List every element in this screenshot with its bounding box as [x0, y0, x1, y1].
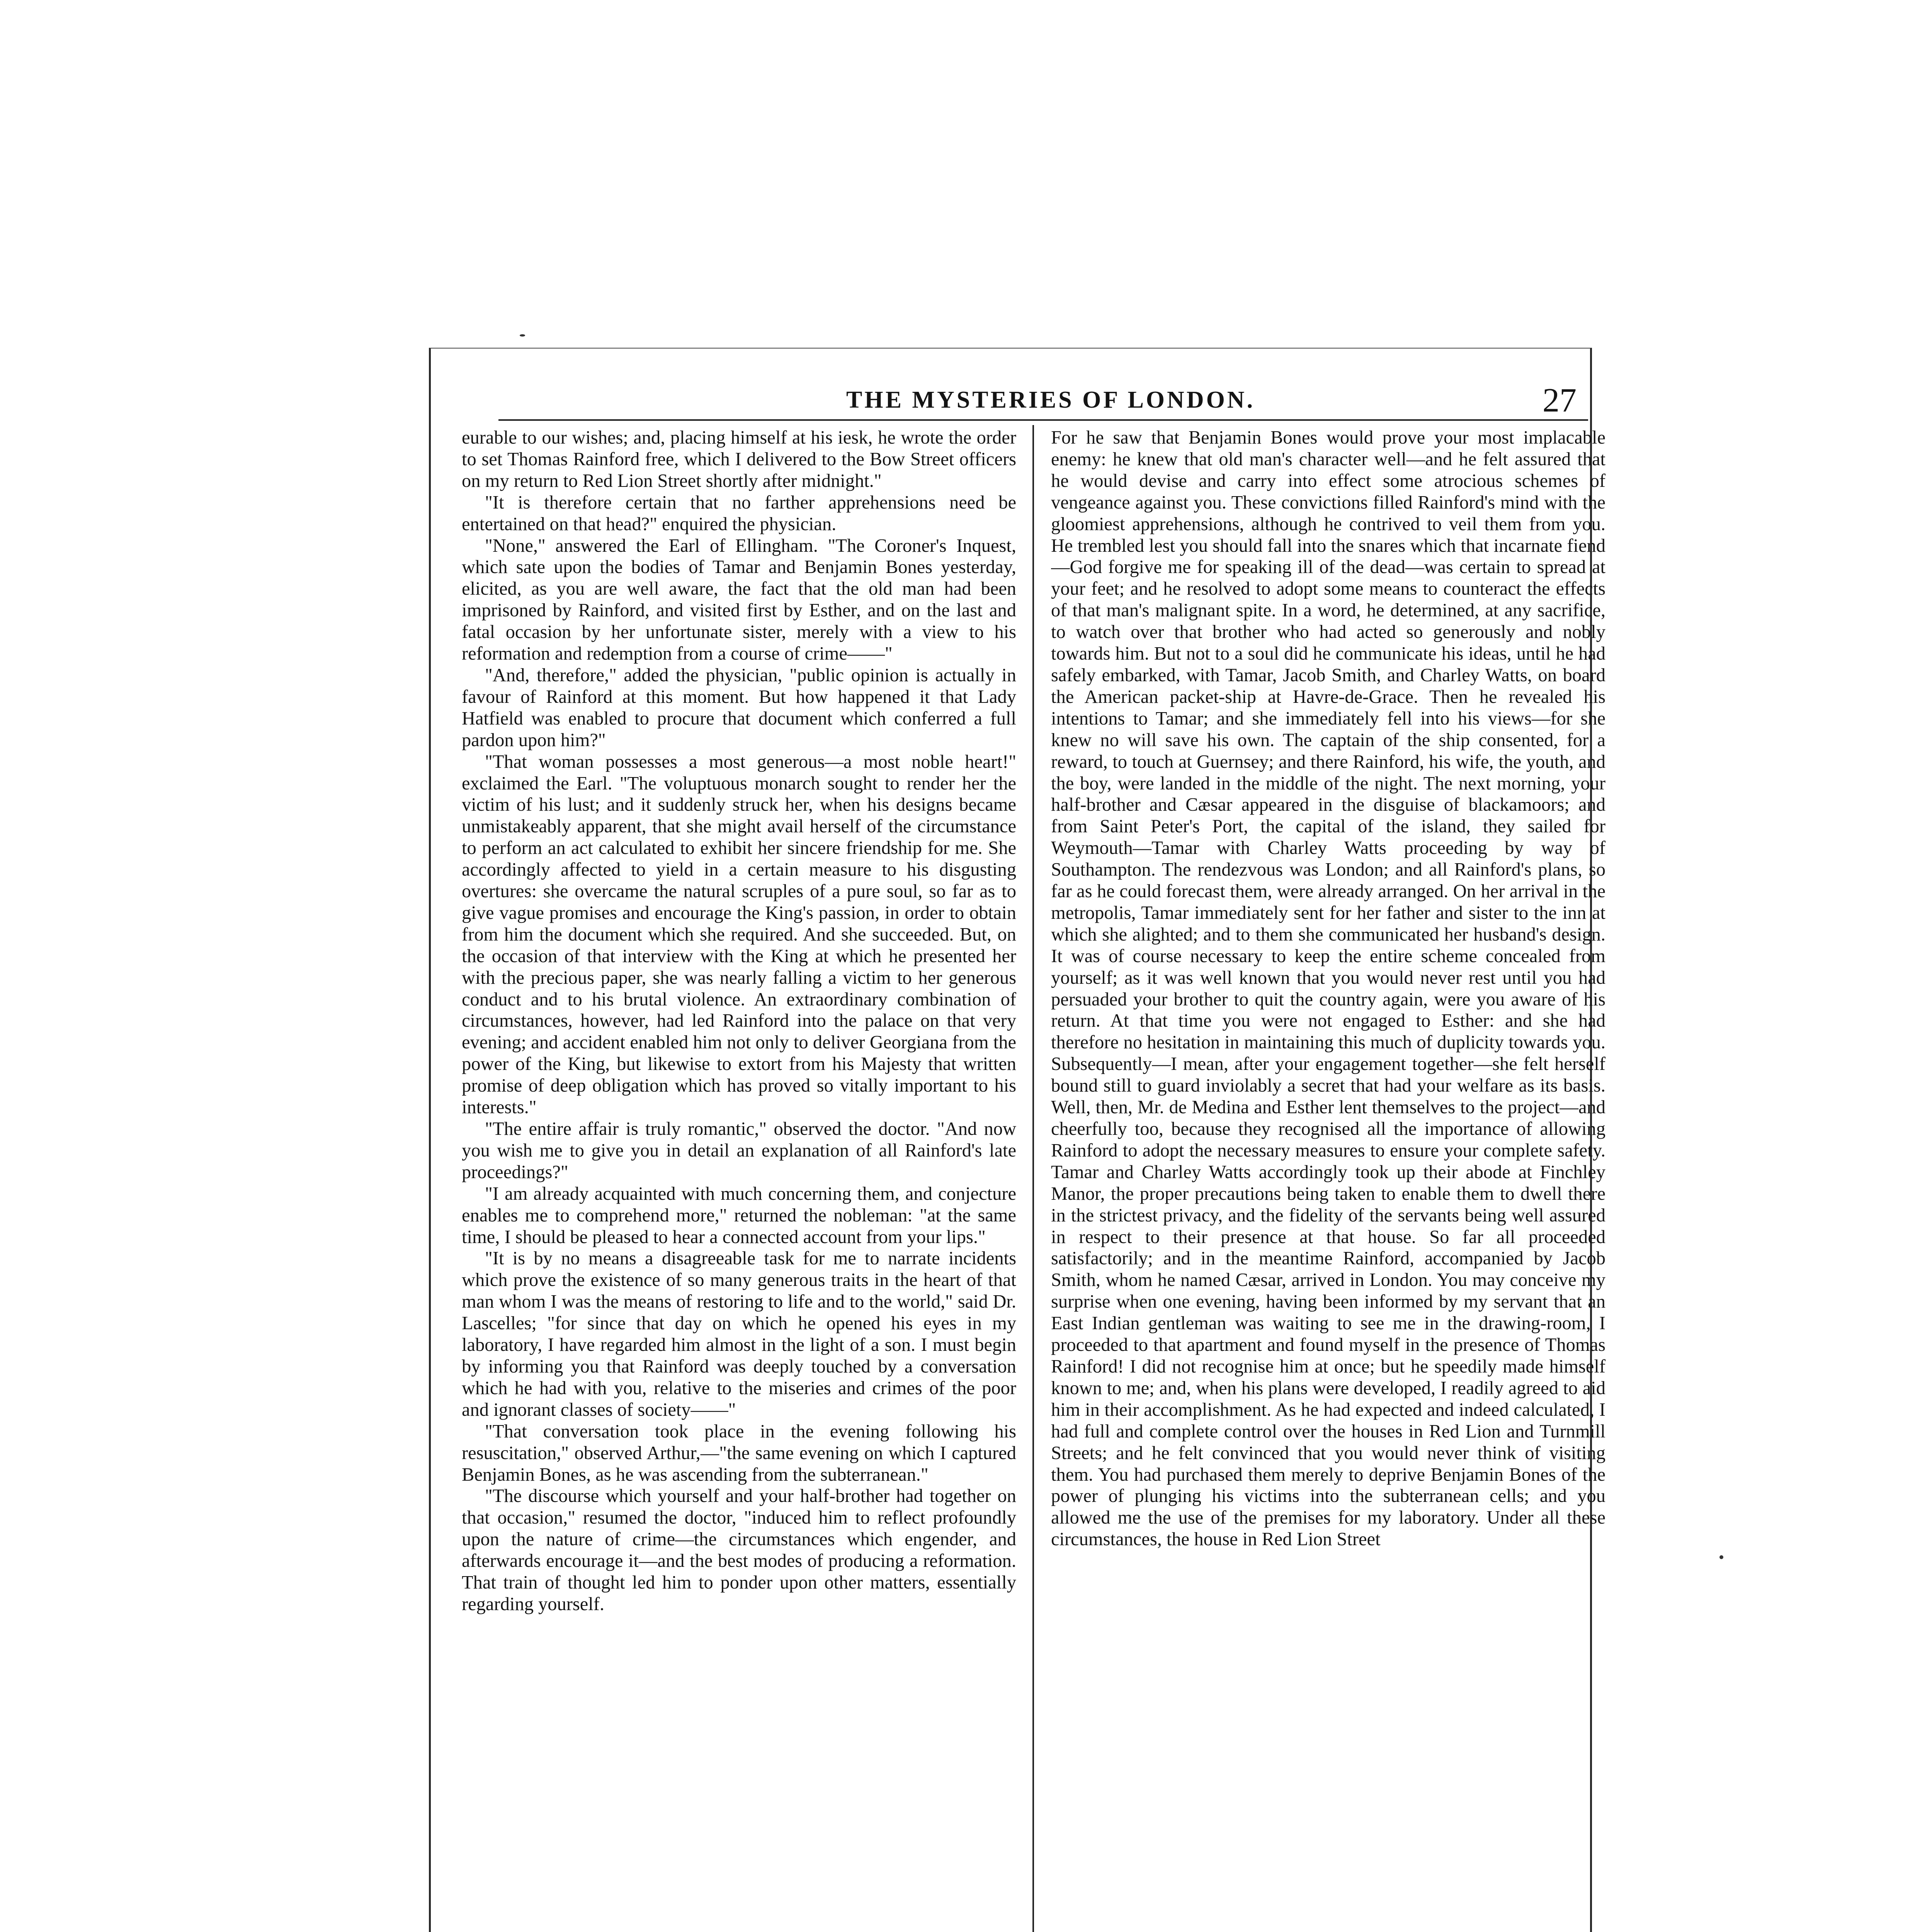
- paragraph: eurable to our wishes; and, placing himself at his iesk, he wrote the order to set Thomas Rainford free, which I delivered to the Bow Street officers on my return to Red Lion Street shortly after midnight.": [462, 427, 1016, 491]
- print-speck: [1719, 1555, 1723, 1559]
- paragraph: "It is by no means a disagreeable task for me to narrate incidents which prove the existence of so many generous traits in the heart of that man whom I was the means of restoring to life and to the world," said Dr. Lascelles; "for since that day on which he opened his eyes in my laboratory, I have regarded him almost in the light of a son. I must begin by informing you that Rainford was deeply touched by a conversation which he had with you, relative to the miseries and crimes of the poor and ignorant classes of society——": [462, 1248, 1016, 1420]
- paragraph: "The discourse which yourself and your half-brother had together on that occasion," resumed the doctor, "induced him to reflect profoundly upon the nature of crime—the circumstances which engender, and afterwards encourage it—and the best modes of producing a reformation. That train of thought led him to ponder upon other matters, essentially regarding yourself.: [462, 1486, 1016, 1614]
- paragraph: "It is therefore certain that no farther apprehensions need be entertained on that head?" enquired the physician.: [462, 492, 1016, 534]
- running-header: [498, 383, 1588, 425]
- header-rule: [498, 419, 1588, 421]
- column-divider: [1032, 425, 1034, 1932]
- paragraph: "That conversation took place in the evening following his resuscitation," observed Arthur,—"the same evening on which I captured Benjamin Bones, as he was ascending from the subterranean.": [462, 1421, 1016, 1485]
- running-title: THE MYSTERIES OF LONDON.: [846, 387, 1255, 413]
- right-column: [1051, 427, 1605, 1932]
- paragraph: "I am already acquainted with much concerning them, and conjecture enables me to comprehend more," returned the nobleman: "at the same time, I should be pleased to hear a connected account from your lips.": [462, 1183, 1016, 1247]
- paragraph: "The entire affair is truly romantic," observed the doctor. "And now you wish me to give you in detail an explanation of all Rainford's late proceedings?": [462, 1119, 1016, 1182]
- paragraph: "That woman possesses a most generous—a most noble heart!" exclaimed the Earl. "The voluptuous monarch sought to render her the victim of his lust; and it suddenly struck her, when his designs became unmistakeably apparent, that she might avail herself of the circumstance to perform an act calculated to exhibit her sincere friendship for me. She accordingly affected to yield in a certain measure to his disgusting overtures: she overcame the natural scruples of a pure soul, so far as to give vague promises and encourage the King's passion, in order to obtain from him the document which she required. And she succeeded. But, on the occasion of that interview with the King at which he presented her with the precious paper, she was nearly falling a victim to her generous conduct and to his brutal violence. An extraordinary combination of circumstances, however, had led Rainford into the palace on that very evening; and accident enabled him not only to deliver Georgiana from the power of the King, but likewise to extort from his Majesty that written promise of deep obligation which has proved so vitally important to his interests.": [462, 751, 1016, 1118]
- paragraph: For he saw that Benjamin Bones would prove your most implacable enemy: he knew that old man's character well—and he felt assured that he would devise and carry into effect some atrocious schemes of vengeance against you. These convictions filled Rainford's mind with the gloomiest apprehensions, although he contrived to veil them from you. He trembled lest you should fall into the snares which that incarnate fiend—God forgive me for speaking ill of the dead—was certain to spread at your feet; and he resolved to adopt some means to counteract the effects of that man's malignant spite. In a word, he determined, at any sacrifice, to watch over that brother who had acted so generously and nobly towards him. But not to a soul did he communicate his ideas, until he had safely embarked, with Tamar, Jacob Smith, and Charley Watts, on board the American packet-ship at Havre-de-Grace. Then he revealed his intentions to Tamar; and she immediately fell into his views—for she knew no will save his own. The captain of the ship consented, for a reward, to touch at Guernsey; and there Rainford, his wife, the youth, and the boy, were landed in the middle of the night. The next morning, your half-brother and Cæsar appeared in the disguise of blackamoors; and from Saint Peter's Port, the capital of the island, they sailed for Weymouth—Tamar with Charley Watts proceeding by way of Southampton. The rendezvous was London; and all Rainford's plans, so far as he could forecast them, were already arranged. On her arrival in the metropolis, Tamar immediately sent for her father and sister to the inn at which she alighted; and to them she communicated her husband's design. It was of course necessary to keep the entire scheme concealed from yourself; as it was well known that you would never rest until you had persuaded your brother to quit the country again, were you aware of his return. At that time you were not engaged to Esther: and she had therefore no hesitation in maintaining this much of duplicity towards you. Subsequently—I mean, after your engagement together—she felt herself bound still to guard inviolably a secret that had your welfare as its basis. Well, then, Mr. de Medina and Esther lent themselves to the project—and cheerfully too, because they recognised all the importance of allowing Rainford to adopt the necessary measures to ensure your complete safety. Tamar and Charley Watts accordingly took up their abode at Finchley Manor, the proper precautions being taken to enable them to dwell there in the strictest privacy, and the fidelity of the servants being well assured in respect to their presence at that house. So far all proceeded satisfactorily; and in the meantime Rainford, accompanied by Jacob Smith, whom he named Cæsar, arrived in London. You may conceive my surprise when one evening, having been informed by my servant that an East Indian gentleman was waiting to see me in the drawing-room, I proceeded to that apartment and found myself in the presence of Thomas Rainford! I did not recognise him at once; but he speedily made himself known to me; and, when his plans were developed, I readily agreed to aid him in their accomplishment. As he had expected and indeed calculated, I had full and complete control over the houses in Red Lion and Turnmill Streets; and he felt convinced that you would never think of visiting them. You had purchased them merely to deprive Benjamin Bones of the power of plunging his victims into the subterranean cells; and you allowed me the use of the premises for my laboratory. Under all these circumstances, the house in Red Lion Street: [1051, 427, 1605, 1550]
- paragraph: "None," answered the Earl of Ellingham. "The Coroner's Inquest, which sate upon the bodies of Tamar and Benjamin Bones yesterday, elicited, as you are well aware, the fact that the old man had been imprisoned by Rainford, and visited first by Esther, and on the last and fatal occasion by her unfortunate sister, merely with a view to his reformation and redemption from a course of crime——": [462, 535, 1016, 664]
- paragraph: "And, therefore," added the physician, "public opinion is actually in favour of Rainford at this moment. But how happened it that Lady Hatfield was enabled to procure that document which conferred a full pardon upon him?": [462, 665, 1016, 750]
- print-speck: [520, 334, 525, 337]
- left-column: [462, 427, 1016, 1932]
- page-number: 27: [1543, 382, 1577, 419]
